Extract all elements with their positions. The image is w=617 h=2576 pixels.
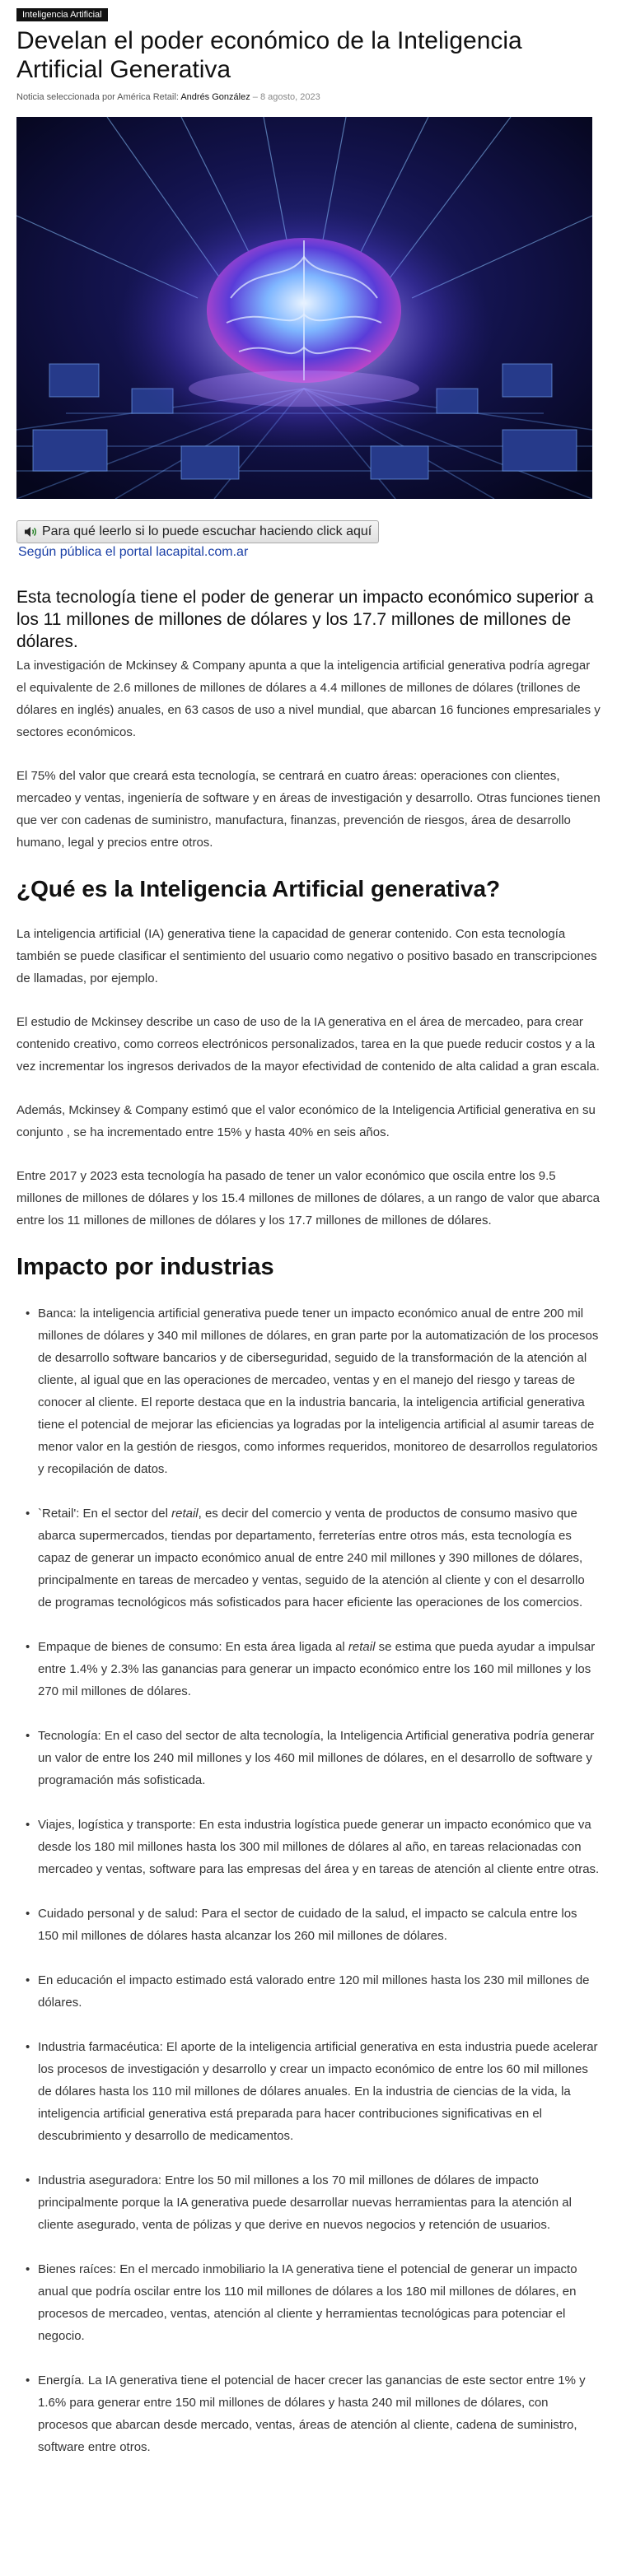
body-paragraph: La inteligencia artificial (IA) generativa tiene la capacidad de generar contenido. Con esta tecnología también se puede clasificar el sentimiento del usuario como negativo o positivo basado en transcripciones de llamadas, por ejemplo. [16, 927, 597, 985]
list-item: • Tecnología: En el caso del sector de alta tecnología, la Inteligencia Artificial generativa podría generar un valor de entre los 240 mil millones y los 460 mil millones de dólares, en el desarrollo de software y programación más sofisticada. [38, 1725, 601, 1791]
intro-paragraph: La investigación de Mckinsey & Company apunta a que la inteligencia artificial generativa podría agregar el equivalente de 2.6 millones de millones de dólares a 4.4 millones de millones de dólares (trillones de dólares en inglés) anuales, en 63 casos de uso a nivel mundial, que abarcan 16 funciones empresariales y sectores económicos. [16, 659, 601, 739]
source-link[interactable]: Según pública el portal lacapital.com.ar [18, 545, 249, 559]
article-lead: Esta tecnología tiene el poder de generar un impacto económico superior a los 11 millones de millones de dólares y los 17.7 millones de millones de dólares. [16, 588, 594, 651]
body-paragraph: Entre 2017 y 2023 esta tecnología ha pasado de tener un valor económico que oscila entre los 9.5 millones de millones de dólares y los 15.4 millones de millones de dólares, a un rango de valor que abarca entre los 11 millones de millones de dólares y los 17.7 millones de millones de dólares. [16, 1169, 600, 1227]
listen-button-label: Para qué leerlo si lo puede escuchar haciendo click aquí [42, 524, 372, 538]
byline-separator: – [252, 92, 258, 102]
list-item: • Industria aseguradora: Entre los 50 mil millones a los 70 mil millones de dólares de impacto principalmente porque la IA generativa puede desarrollar nuevas herramientas para la atención al cliente asegurado, venta de pólizas y que derive en nuevos negocios y retención de usuarios. [38, 2169, 601, 2236]
section-heading-industries: Impacto por industrias [16, 1254, 274, 1280]
byline-prefix: Noticia seleccionada por América Retail: [16, 92, 179, 102]
hero-image [16, 117, 592, 499]
author-link[interactable]: Andrés González [180, 92, 250, 102]
section-heading-definition: ¿Qué es la Inteligencia Artificial generativa? [16, 876, 501, 901]
list-item: • Industria farmacéutica: El aporte de la inteligencia artificial generativa en esta industria puede acelerar los procesos de investigación y desarrollo y crear un impacto económico de entre los 60 mil millones de dólares hasta los 110 mil millones de dólares anuales. En la industria de ciencias de la vida, la inteligencia artificial generativa está preparada para hacer contribuciones significativas en el descubrimiento y desarrollo de medicamentos. [38, 2036, 601, 2147]
listen-button[interactable] [16, 520, 379, 543]
byline [16, 92, 601, 102]
speaker-icon [24, 526, 37, 538]
body-paragraph: El estudio de Mckinsey describe un caso de uso de la IA generativa en el área de mercadeo, para crear contenido creativo, como correos electrónicos personalizados, tarea en la que puede reducir costos y a la vez incrementar los ingresos derivados de la mayor efectividad de contenido de alta calidad a gran escala. [16, 1015, 600, 1074]
list-item: • Energía. La IA generativa tiene el potencial de hacer crecer las ganancias de este sector entre 1% y 1.6% para generar entre 150 mil millones de dólares y hasta 240 mil millones de dólares, con procesos que abarcan desde mercado, ventas, áreas de atención al cliente, cadena de suministro, software entre otros. [38, 2369, 601, 2458]
list-item: • Banca: la inteligencia artificial generativa puede tener un impacto económico anual de entre 200 mil millones de dólares y 340 mil millones de dólares, en gran parte por la automatización de los procesos de desarrollo software bancarios y de ciberseguridad, seguido de la transformación de la atención al cliente, al igual que en las operaciones de mercadeo, ventas y en el manejo del riesgo y tareas de conocer al cliente. El reporte destaca que en la industria bancaria, la inteligencia artificial generativa tiene el potencial de mejorar las eficiencias ya logradas por la inteligencia artificial al asumir tareas de menor valor en la gestión de riesgos, como informes requeridos, monitoreo de desarrollos regulatorios y recopilación de datos. [38, 1302, 601, 1480]
list-item: • Cuidado personal y de salud: Para el sector de cuidado de la salud, el impacto se calcula entre los 150 mil millones de dólares hasta alcanzar los 260 mil millones de dólares. [38, 1903, 601, 1947]
intro-paragraph: El 75% del valor que creará esta tecnología, se centrará en cuatro áreas: operaciones con clientes, mercadeo y ventas, ingeniería de software y en áreas de investigación y desarrollo. Otras funciones tienen que ver con cadenas de suministro, manufactura, finanzas, prevención de riesgos, área de desarrollo humano, legal y precios entre otros. [16, 769, 601, 850]
publish-date: 8 agosto, 2023 [259, 92, 320, 102]
list-item: • En educación el impacto estimado está valorado entre 120 mil millones hasta los 230 mil millones de dólares. [38, 1969, 601, 2014]
category-badge[interactable]: Inteligencia Artificial [16, 8, 108, 21]
list-item: • Viajes, logística y transporte: En esta industria logística puede generar un impacto económico que va desde los 180 mil millones hasta los 300 mil millones de dólares al año, en tareas relacionadas con mercadeo y ventas, software para las empresas del área y en tareas de atención al cliente entre otras. [38, 1814, 601, 1880]
list-item: • `Retail': En el sector del retail, es decir del comercio y venta de productos de consumo masivo que abarca supermercados, tiendas por departamento, ferreterías entre otros más, esta tecnología es capaz de generar un impacto económico anual de entre 240 mil millones y 390 millones de dólares, principalmente en tareas de mercadeo y ventas, seguido de la atención al cliente y con el desarrollo de programas tecnológicos más sofisticados para hacer eficiente las operaciones de los comercios. [38, 1502, 601, 1614]
list-item: • Bienes raíces: En el mercado inmobiliario la IA generativa tiene el potencial de generar un impacto anual que podría oscilar entre los 110 mil millones de dólares a los 180 mil millones de dólares, en procesos de mercadeo, ventas, atención al cliente y herramientas tecnológicas para potenciar el negocio. [38, 2258, 601, 2347]
list-item: • Empaque de bienes de consumo: En esta área ligada al retail se estima que pueda ayudar a impulsar entre 1.4% y 2.3% las ganancias para generar un impacto económico entre los 160 mil millones y los 270 mil millones de dólares. [38, 1636, 601, 1703]
audio-player [16, 520, 601, 543]
article-title: Develan el poder económico de la Inteligencia Artificial Generativa [16, 27, 522, 83]
body-paragraph: Además, Mckinsey & Company estimó que el valor económico de la Inteligencia Artificial generativa en su conjunto , se ha incrementado entre 15% y hasta 40% en seis años. [16, 1103, 596, 1139]
industry-list [16, 1302, 601, 2458]
